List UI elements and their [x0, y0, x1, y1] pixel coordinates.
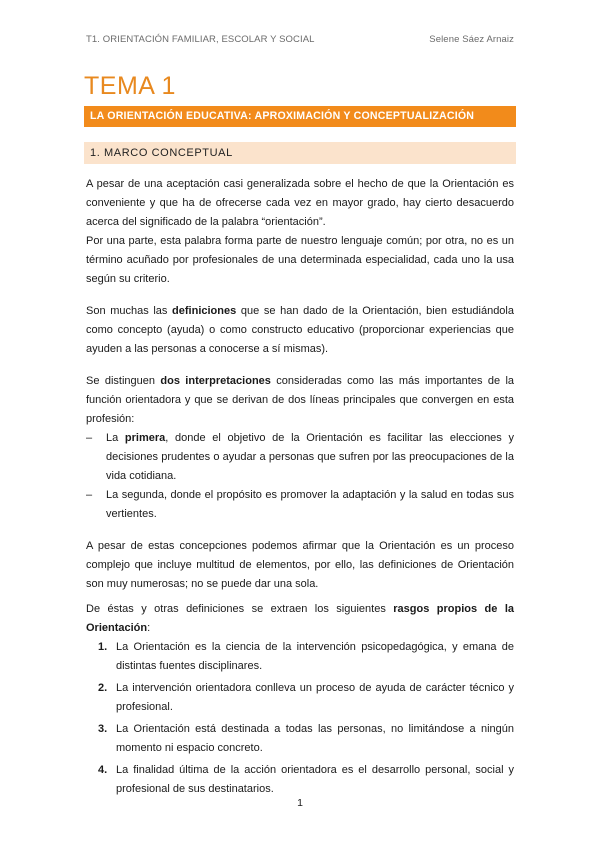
paragraph-6-text: De éstas y otras definiciones se extraen los siguientes — [86, 603, 394, 615]
list-item — [106, 486, 514, 524]
list-number: 1. — [98, 641, 108, 653]
paragraph-4-bold: dos interpretaciones — [160, 375, 271, 387]
chapter-bar: LA ORIENTACIÓN EDUCATIVA: APROXIMACIÓN Y CONCEPTUALIZACIÓN — [84, 106, 516, 127]
list-item-text: La finalidad última de la acción orientadora es el desarrollo personal, social y profesional de sus destinatarios. — [116, 764, 514, 795]
list-item-text: La Orientación es la ciencia de la intervención psicopedagógica, y emana de distintas fuentes disciplinares. — [116, 641, 514, 672]
list-number: 4. — [98, 764, 108, 776]
paragraph-6 — [86, 600, 514, 638]
paragraph-3-text: Son muchas las — [86, 305, 173, 317]
list-item — [98, 720, 514, 758]
list-number: 2. — [98, 682, 108, 694]
paragraph-6-text-end: : — [147, 622, 151, 634]
paragraph-3-bold: definiciones — [172, 305, 237, 317]
list-item-bold: primera — [124, 432, 166, 444]
paragraph-3-text-end: que se han dado de la Orientación, bien estudiándola como concepto (ayuda) o como constructo educativo (proporcionar experiencias que ayuden a las personas a conocerse a sí mismas). — [86, 305, 514, 355]
paragraph-2: Por una parte, esta palabra forma parte de nuestro lenguaje común; por otra, no es un término acuñado por profesionales de una determinada especialidad, cada uno la usa según su criterio. — [86, 235, 514, 285]
document-body — [86, 175, 514, 802]
paragraph-4-text: Se distinguen — [86, 375, 161, 387]
section-heading: 1. MARCO CONCEPTUAL — [84, 142, 516, 164]
running-header-right: Selene Sáez Arnaiz — [429, 34, 514, 45]
list-item — [98, 638, 514, 676]
list-item-text-end: , donde el objetivo de la Orientación es facilitar las elecciones y decisiones prudentes o ayudar a personas que sufren por las preocupaciones de la vida cotidiana. — [106, 432, 514, 482]
traits-list — [86, 638, 514, 799]
list-item-text: La intervención orientadora conlleva un proceso de ayuda de carácter técnico y profesional. — [116, 682, 514, 713]
list-item-text: La Orientación está destinada a todas las personas, no limitándose a ningún momento ni espacio concreto. — [116, 723, 514, 754]
list-item-text: La — [106, 432, 125, 444]
interpretations-list — [86, 429, 514, 524]
running-header-left: T1. ORIENTACIÓN FAMILIAR, ESCOLAR Y SOCIAL — [86, 34, 315, 45]
page-number: 1 — [297, 797, 303, 809]
list-item-text: La segunda, donde el propósito es promover la adaptación y la salud en todas sus vertientes. — [106, 489, 514, 520]
list-item — [98, 679, 514, 717]
list-item — [98, 761, 514, 799]
paragraph-4-text-end: consideradas como las más importantes de la función orientadora y que se derivan de dos líneas principales que convergen en esta profesión: — [86, 375, 515, 425]
paragraph-4 — [86, 372, 514, 429]
list-number: 3. — [98, 723, 108, 735]
paragraph-1: A pesar de una aceptación casi generalizada sobre el hecho de que la Orientación es conveniente y que ha de ofrecerse cada vez en mayor grado, hay cierto desacuerdo acerca del significado de la palabra “orientación”. — [86, 178, 514, 228]
paragraph-3 — [86, 302, 514, 359]
page-title: TEMA 1 — [84, 72, 176, 100]
list-item — [106, 429, 514, 486]
paragraph-6-bold: rasgos propios de la Orientación — [86, 603, 514, 634]
paragraph-5: A pesar de estas concepciones podemos afirmar que la Orientación es un proceso complejo que incluye multitud de elementos, por ello, las definiciones de Orientación son muy numerosas; no se puede dar una sola. — [86, 540, 514, 590]
